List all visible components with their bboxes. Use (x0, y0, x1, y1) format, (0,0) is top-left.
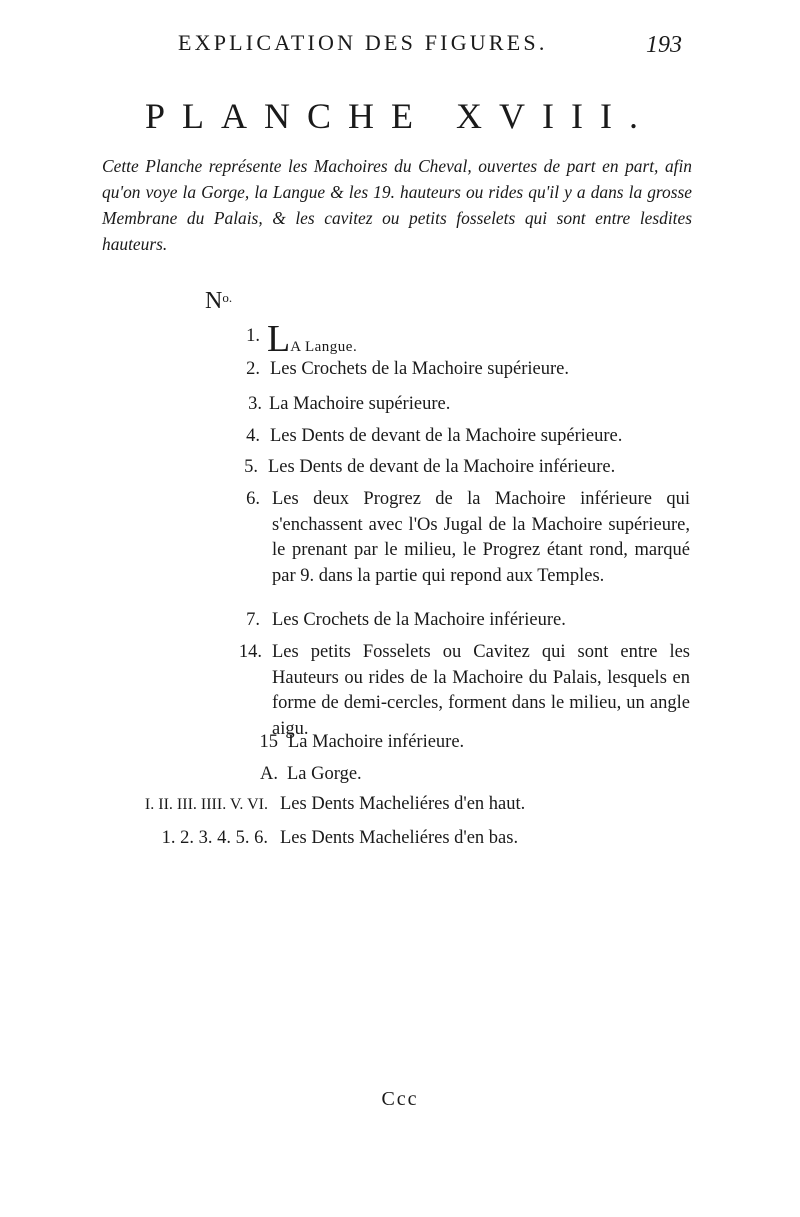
legend-entry-6 (0, 487, 800, 607)
entry-number: 3. (248, 394, 262, 414)
drop-cap: L (267, 318, 291, 360)
entry-text: Les Crochets de la Machoire inférieure. (272, 610, 566, 630)
legend-entry-1 (0, 318, 800, 360)
plate-caption (102, 153, 692, 257)
caption-text: Cette Planche représente les Machoires du Cheval, ouvertes de part en part, afin qu'on voye la Gorge, la Langue & les 19. hauteurs ou rides qu'il y a dans la grosse Membrane du Palais, & les cavitez ou petits fosselets qui sont entre lesdites hauteurs. (102, 156, 692, 254)
page-header (0, 30, 800, 64)
entry-text: Les deux Progrez de la Machoire inférieure qui s'enchassent avec l'Os Jugal de la Machoire supérieure, le prenant par le milieu, le Progrez étant rond, marqué par 9. dans la partie qui repond aux Temples. (272, 489, 690, 586)
legend-entry-4 (0, 424, 800, 450)
legend-entry-14 (0, 640, 800, 740)
legend-entry-15 (0, 730, 800, 756)
running-head: EXPLICATION DES FIGURES. (178, 30, 548, 55)
entry-text: Les Dents de devant de la Machoire supérieure. (270, 426, 623, 446)
legend-entry-upper-molars (0, 792, 800, 818)
entry-number: 7. (246, 610, 260, 630)
entry-text: La Gorge. (287, 764, 362, 784)
entry-number: 6. (246, 489, 260, 509)
page-number: 193 (646, 32, 682, 58)
entry-number: A. (260, 764, 278, 784)
entry-number: 5. (244, 457, 258, 477)
entry-text: Les Dents Macheliéres d'en bas. (280, 828, 519, 848)
entry-number: 15 (259, 732, 278, 752)
plate-title: PLANCHE XVIII. (145, 96, 655, 136)
entry-number: 1. 2. 3. 4. 5. 6. (161, 828, 268, 848)
entry-number: 2. (246, 359, 260, 379)
legend-entry-3 (0, 392, 800, 418)
signature-mark: Ccc (381, 1088, 419, 1110)
numero-heading: $N^{o.}$ (205, 288, 233, 314)
entry-text: Les Crochets de la Machoire supérieure. (270, 359, 569, 379)
entry-number: 14. (238, 642, 262, 662)
entry-number: 4. (246, 426, 260, 446)
entry-text: Les Dents Macheliéres d'en haut. (280, 794, 526, 814)
entry-text: La Machoire supérieure. (269, 394, 451, 414)
legend-entry-7 (0, 608, 800, 634)
entry-number: I. II. III. IIII. V. VI. (144, 796, 268, 813)
legend-entry-5 (0, 455, 800, 481)
legend-entry-2 (0, 357, 800, 383)
entry-number: 1. (246, 326, 260, 346)
entry-text: LA Langue. (267, 318, 358, 360)
entry-text: Les Dents de devant de la Machoire inférieure. (268, 457, 616, 477)
entry-text: La Machoire inférieure. (288, 732, 465, 752)
legend-entry-a (0, 762, 800, 788)
legend-entry-lower-molars (0, 826, 800, 852)
entry-text: Les petits Fosselets ou Cavitez qui sont entre les Hauteurs ou rides de la Machoire du Palais, lesquels en forme de demi-cercles, forment dans le milieu, un angle aigu. (272, 642, 690, 739)
